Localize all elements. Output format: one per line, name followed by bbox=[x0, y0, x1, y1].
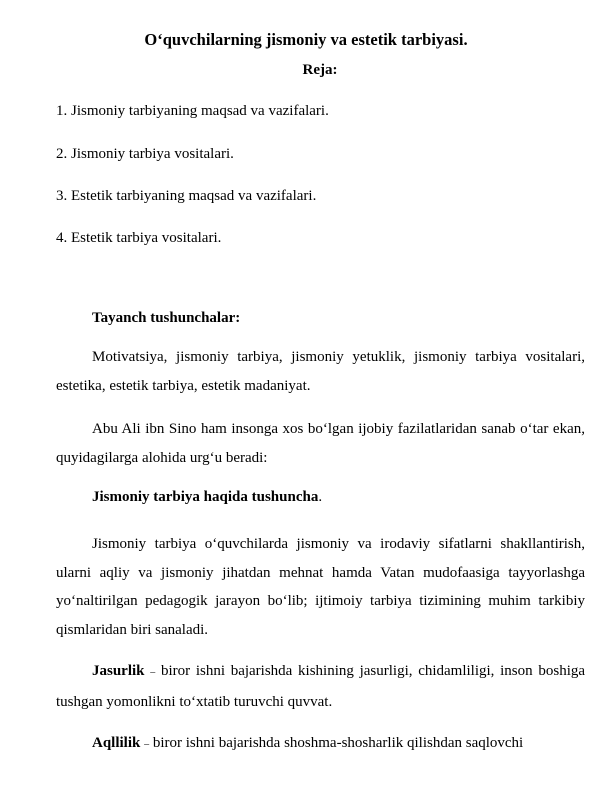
key-terms-heading: Tayanch tushunchalar: bbox=[92, 310, 241, 326]
definition-dash: – bbox=[150, 667, 156, 678]
document-title: O‘quvchilarning jismoniy va estetik tarbiyasi. bbox=[144, 30, 468, 49]
plan-item-2: 2. Jismoniy tarbiya vositalari. bbox=[56, 146, 234, 162]
definition-aqllilik bbox=[56, 729, 585, 760]
concept-heading-period: . bbox=[318, 489, 323, 505]
plan-heading: Reja: bbox=[302, 62, 338, 78]
concept-heading: Jismoniy tarbiya haqida tushuncha bbox=[92, 489, 319, 505]
plan-item-1: 1. Jismoniy tarbiyaning maqsad va vazifalari. bbox=[56, 103, 329, 119]
definition-text: biror ishni bajarishda kishining jasurligi, chidamliligi, inson boshiga tushgan yomonlikni to‘xtatib turuvchi quvvat. bbox=[56, 663, 586, 710]
definition-term: Jasurlik bbox=[92, 663, 145, 679]
plan-item-4: 4. Estetik tarbiya vositalari. bbox=[56, 230, 222, 246]
concept-paragraph: Jismoniy tarbiya o‘quvchilarda jismoniy va irodaviy sifatlarni shakllantirish, ularni aqliy va jismoniy jihatdan mehnat hamda Vatan mudofaasiga tayyorlashga yo‘naltirilgan pedagogik jarayon bo‘lib; ijtimoiy tarbiya tizimining muhim tarkibiy qismlaridan biri sanaladi. bbox=[56, 536, 585, 638]
key-terms-paragraph: Motivatsiya, jismoniy tarbiya, jismoniy yetuklik, jismoniy tarbiya vositalari, estetika, estetik tarbiya, estetik madaniyat. bbox=[56, 349, 585, 394]
definition-term: Aqllilik bbox=[92, 735, 141, 751]
plan-item-3: 3. Estetik tarbiyaning maqsad va vazifalari. bbox=[56, 188, 317, 204]
definition-jasurlik bbox=[56, 657, 585, 716]
intro-paragraph: Abu Ali ibn Sino ham insonga xos bo‘lgan ijobiy fazilatlaridan sanab o‘tar ekan, quyidagilarga alohida urg‘u beradi: bbox=[56, 421, 585, 466]
definition-text: biror ishni bajarishda shoshma-shosharlik qilishdan saqlovchi bbox=[152, 735, 524, 751]
definition-dash: – bbox=[144, 739, 150, 750]
concept-heading-line bbox=[92, 487, 322, 507]
